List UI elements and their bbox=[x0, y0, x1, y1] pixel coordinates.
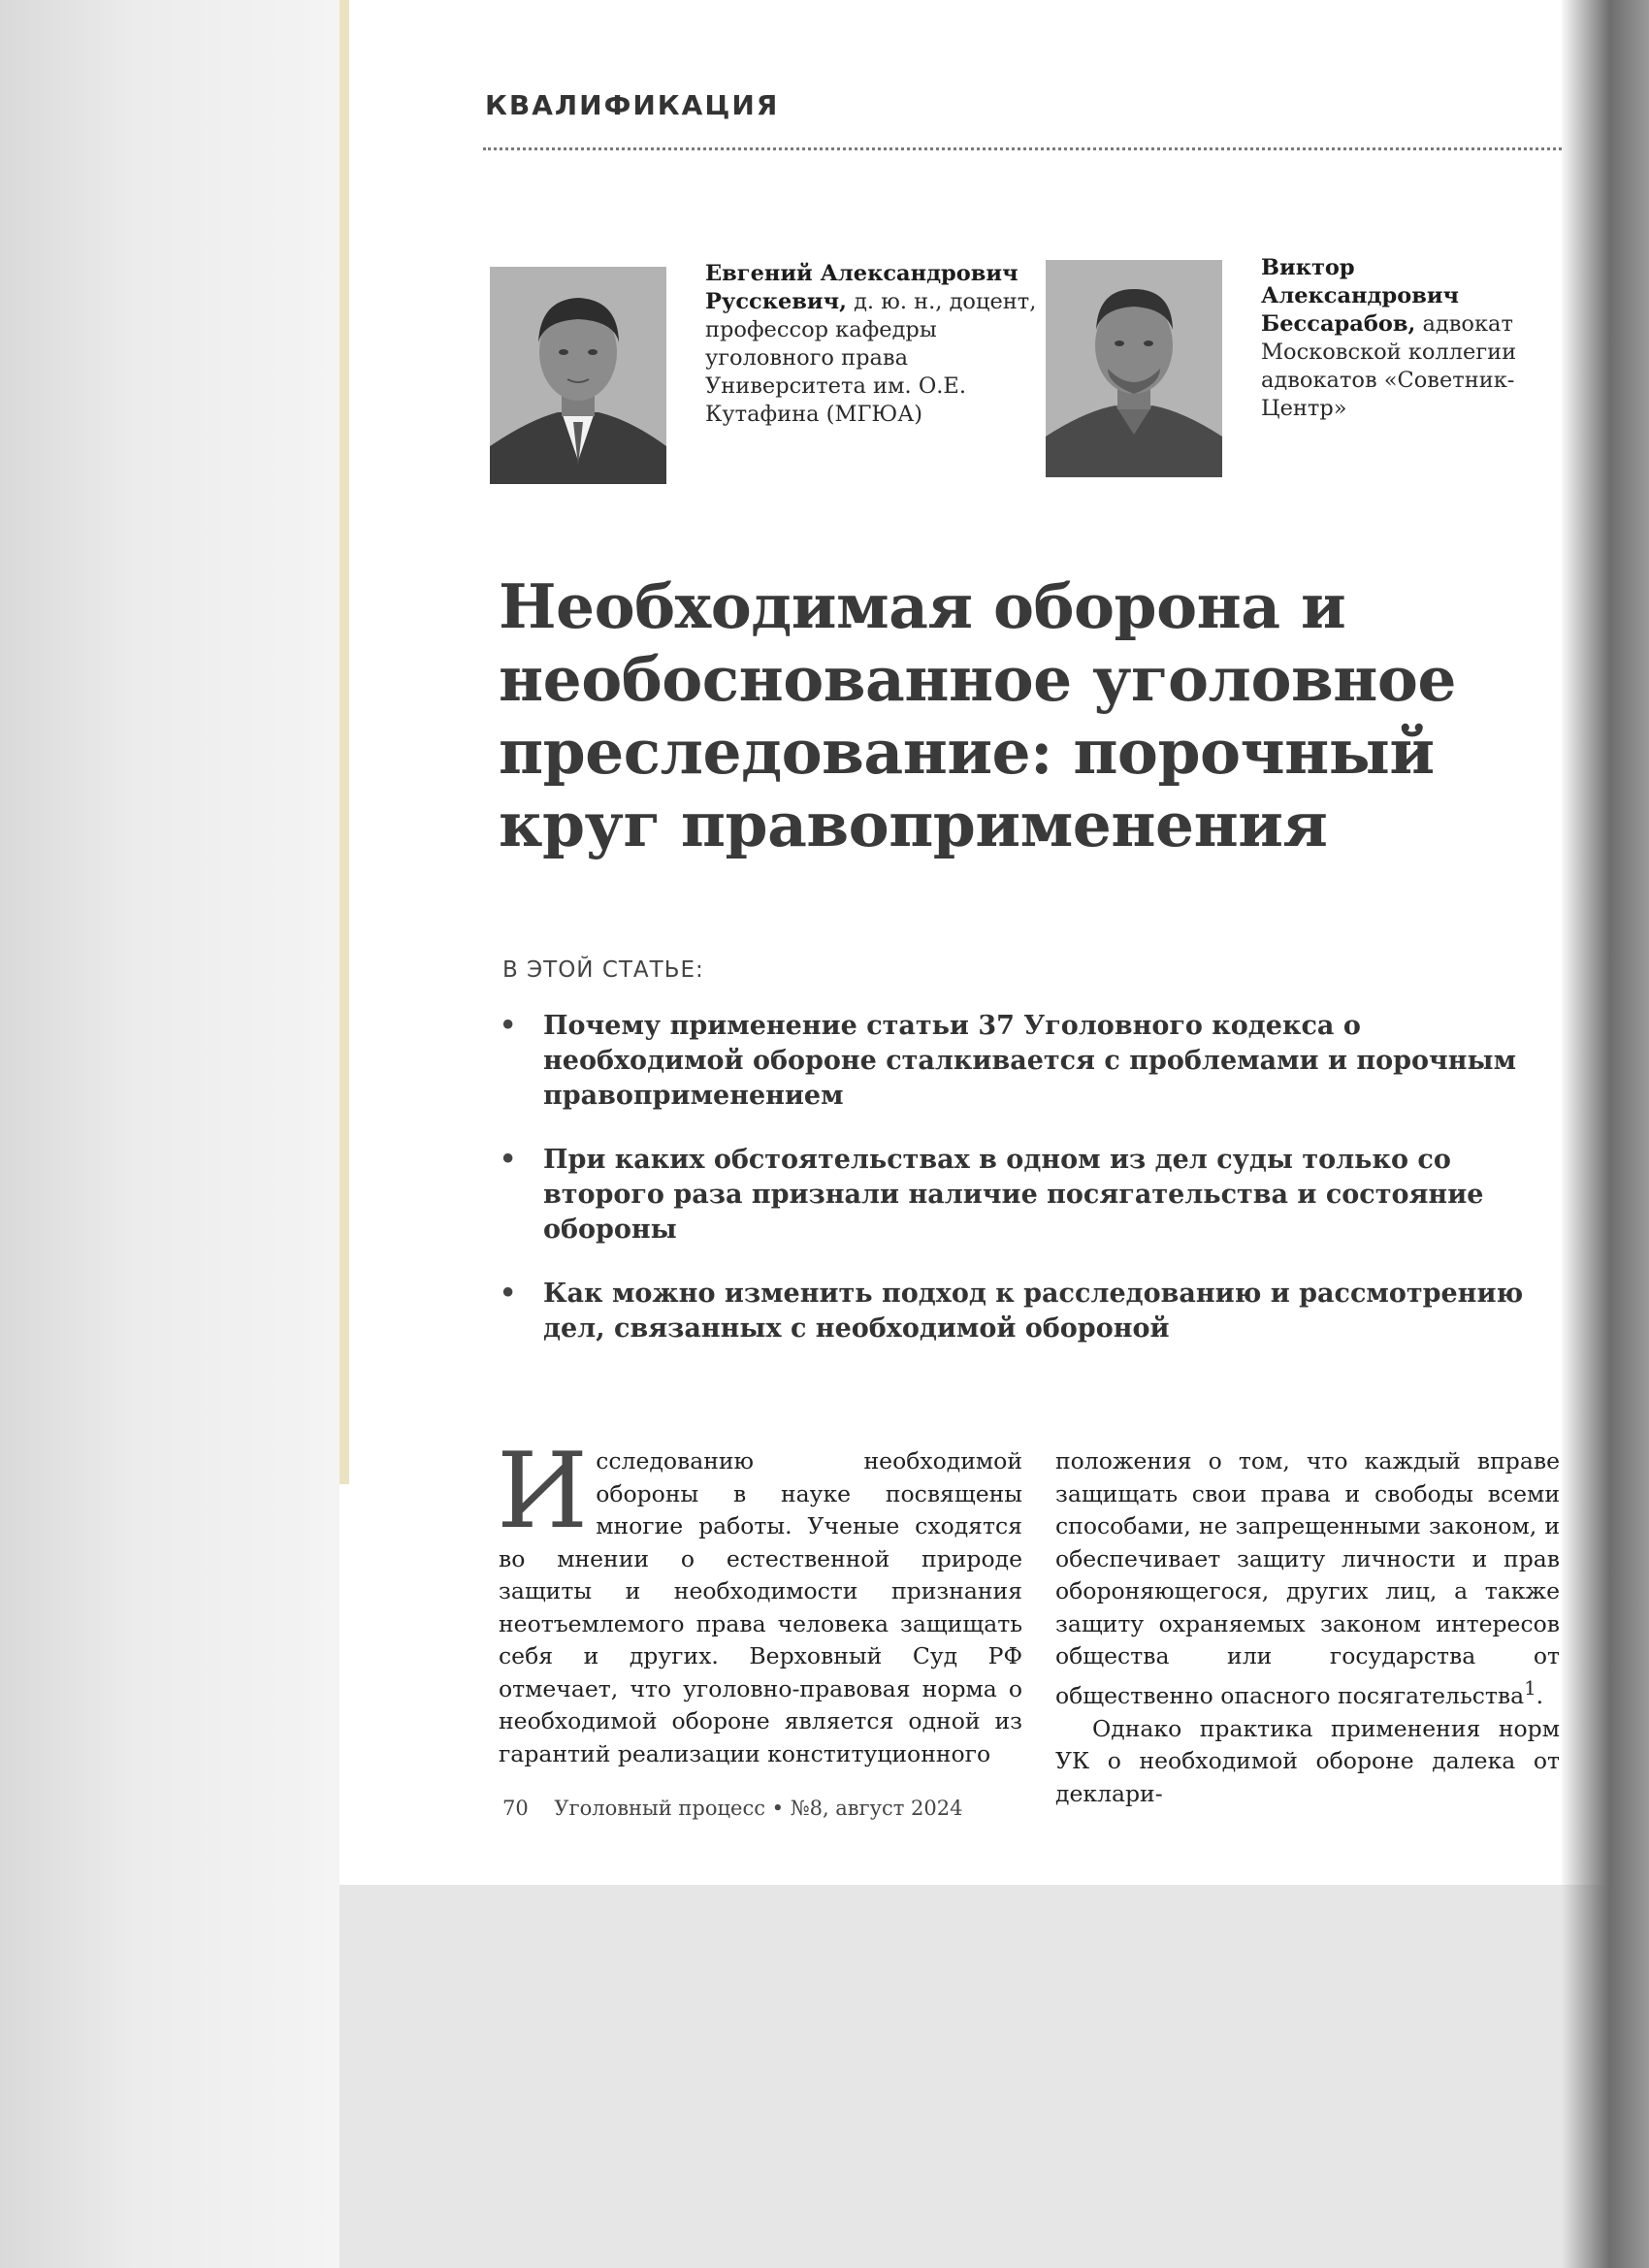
highlight-item: • При каких обстоятельствах в одном из дел суды только со второго раза признали наличие посягательства и состояние обороны bbox=[500, 1143, 1567, 1247]
scan-left-margin bbox=[0, 0, 340, 2268]
page-footer bbox=[502, 1797, 983, 1820]
journal-issue: Уголовный процесс • №8, август 2024 bbox=[554, 1797, 963, 1820]
author-photo-1 bbox=[490, 267, 666, 484]
article-highlights bbox=[500, 1009, 1567, 1376]
highlight-item: • Почему применение статьи 37 Уголовного кодекса о необходимой обороне сталкивается с проблемами и порочным правоприменением bbox=[500, 1009, 1567, 1114]
author-1-name: Евгений Александрович Русскевич, bbox=[705, 261, 1018, 314]
body-column-1-text: сследованию необходимой обороны в науке посвящены многие работы. Ученые сходятся во мнении о естественной природе защиты и необходимости признания неотъемлемого права человека защищать себя и других. Верховный Суд РФ отмечает, что уголовно-правовая норма о необходимой обороне является одной из гарантий реализации конституционного bbox=[499, 1447, 1022, 1767]
footnote-marker: 1 bbox=[1524, 1677, 1536, 1701]
portrait-man-shirt-icon bbox=[1046, 260, 1222, 477]
page-edge-strip bbox=[340, 0, 349, 1484]
author-2-credit bbox=[1261, 254, 1552, 423]
author-2-details: адвокат Московской коллегии адвокатов «Советник-Центр» bbox=[1261, 311, 1517, 421]
body-column-1 bbox=[497, 1431, 1022, 1770]
scan-bottom-area bbox=[340, 1885, 1562, 2268]
article-title: Необходимая оборона и необоснованное уголовное преследование: порочный круг правоприменения bbox=[499, 570, 1456, 860]
page-number: 70 bbox=[502, 1797, 529, 1820]
body-column-2-text-1: положения о том, что каждый вправе защищать свои права и свободы всеми способами, не запрещенными законом, и обеспечивает защиту личности и прав обороняющегося, других лиц, а также защиту охраняемых законом интересов общества или государства от общественно опасного посягательства bbox=[1055, 1447, 1560, 1710]
portrait-man-suit-icon bbox=[490, 267, 666, 484]
section-divider bbox=[483, 147, 1562, 150]
drop-cap: И bbox=[497, 1431, 589, 1552]
highlight-item: • Как можно изменить подход к расследованию и рассмотрению дел, связанных с необходимой обороной bbox=[500, 1277, 1567, 1346]
author-photo-2 bbox=[1046, 260, 1222, 477]
section-label: КВАЛИФИКАЦИЯ bbox=[485, 89, 780, 121]
author-2-name: Виктор Александрович Бессарабов, bbox=[1261, 255, 1460, 337]
body-column-2 bbox=[1055, 1445, 1560, 1810]
in-this-article-label: В ЭТОЙ СТАТЬЕ: bbox=[502, 957, 704, 983]
author-1-credit bbox=[705, 260, 1054, 429]
body-column-2-paragraph-2: Однако практика применения норм УК о необходимой обороне далека от деклари- bbox=[1055, 1714, 1560, 1807]
author-1-details: д. ю. н., доцент, профессор кафедры уголовного права Университета им. О.Е. Кутафина (МГЮА) bbox=[705, 289, 1037, 427]
scan-binding-shadow bbox=[1562, 0, 1649, 2268]
body-column-2-paragraph-1: положения о том, что каждый вправе защищать свои права и свободы всеми способами, не запрещенными законом, и обеспечивает защиту личности и прав обороняющегося, других лиц, а также защиту охраняемых законом интересов общества или государства от общественно опасного посягательства$^1$. bbox=[1055, 1447, 1560, 1710]
